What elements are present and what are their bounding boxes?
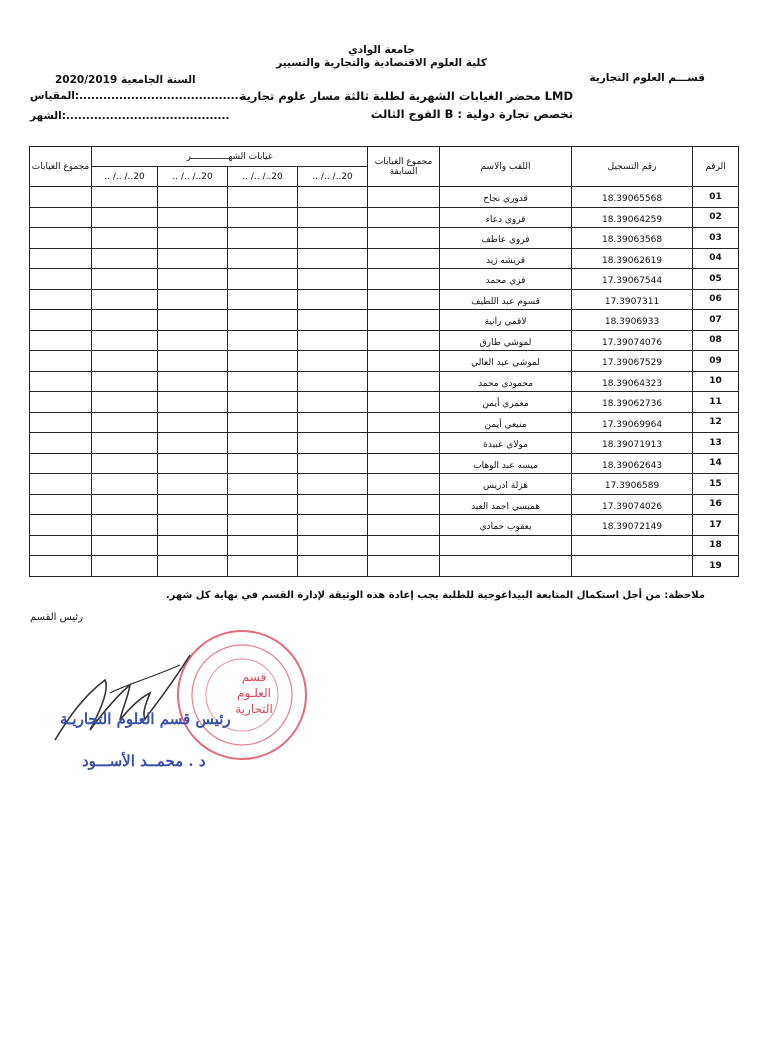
previous-total-cell xyxy=(368,351,440,372)
student-name-cell: يعقوب حمادي xyxy=(440,515,572,536)
date-placeholder: .. /.. /..20 xyxy=(228,167,298,187)
group-label: الفوج الثالث B : تخصص تجارة دولية xyxy=(370,107,573,121)
subject-field: المقياس:.......................................... xyxy=(30,90,247,102)
absence-cell xyxy=(158,515,228,536)
registration-cell: 17.39067544 xyxy=(572,269,693,290)
seal-text: العلـوم xyxy=(237,686,271,700)
total-cell xyxy=(30,453,92,474)
previous-total-cell xyxy=(368,228,440,249)
absence-cell xyxy=(298,248,368,269)
absence-cell xyxy=(228,433,298,454)
previous-total-cell xyxy=(368,515,440,536)
absence-cell xyxy=(298,494,368,515)
total-cell xyxy=(30,556,92,577)
date-placeholder: .. /.. /..20 xyxy=(158,167,228,187)
total-cell xyxy=(30,351,92,372)
absence-cell xyxy=(298,371,368,392)
table-row xyxy=(30,556,739,577)
absence-cell xyxy=(298,187,368,208)
month-field: الشهر:......................................... xyxy=(30,110,230,122)
table-row xyxy=(30,207,739,228)
student-name-cell: قروي دعاء xyxy=(440,207,572,228)
table-row xyxy=(30,515,739,536)
absence-cell xyxy=(298,556,368,577)
absence-cell xyxy=(228,269,298,290)
col-month-absences: غيابات الشهــــــــــــــر xyxy=(92,147,368,167)
absence-cell xyxy=(92,515,158,536)
previous-total-cell xyxy=(368,269,440,290)
absence-cell xyxy=(92,494,158,515)
row-number: 01 xyxy=(693,187,739,208)
absence-cell xyxy=(92,453,158,474)
student-name-cell: قزي محمد xyxy=(440,269,572,290)
previous-total-cell xyxy=(368,556,440,577)
absence-cell xyxy=(228,330,298,351)
absence-cell xyxy=(158,248,228,269)
registration-cell: 18.39064259 xyxy=(572,207,693,228)
absence-cell xyxy=(158,433,228,454)
registration-cell: 18.39064323 xyxy=(572,371,693,392)
absence-cell xyxy=(158,187,228,208)
previous-total-cell xyxy=(368,412,440,433)
student-name-cell: قسوم عبد اللطيف xyxy=(440,289,572,310)
registration-cell: 18.39065568 xyxy=(572,187,693,208)
total-cell xyxy=(30,433,92,454)
absence-cell xyxy=(298,433,368,454)
registration-cell: 17.39069964 xyxy=(572,412,693,433)
table-row xyxy=(30,392,739,413)
absence-cell xyxy=(92,371,158,392)
absence-cell xyxy=(158,474,228,495)
row-number: 06 xyxy=(693,289,739,310)
row-number: 18 xyxy=(693,535,739,556)
absence-cell xyxy=(92,207,158,228)
total-cell xyxy=(30,494,92,515)
table-row xyxy=(30,351,739,372)
row-number: 19 xyxy=(693,556,739,577)
total-cell xyxy=(30,310,92,331)
row-number: 08 xyxy=(693,330,739,351)
registration-cell: 17.3907311 xyxy=(572,289,693,310)
absence-cell xyxy=(298,207,368,228)
absence-cell xyxy=(158,535,228,556)
absence-cell xyxy=(228,535,298,556)
registration-cell: 17.39074076 xyxy=(572,330,693,351)
table-row xyxy=(30,310,739,331)
absence-cell xyxy=(92,248,158,269)
previous-total-cell xyxy=(368,330,440,351)
absence-cell xyxy=(158,310,228,331)
col-previous-total: مجموع الغيابات السابقة xyxy=(368,147,440,187)
registration-cell: 17.39074026 xyxy=(572,494,693,515)
absence-cell xyxy=(92,392,158,413)
col-name: اللقب والاسم xyxy=(440,147,572,187)
student-name-cell: محمودي محمد xyxy=(440,371,572,392)
absence-cell xyxy=(92,228,158,249)
previous-total-cell xyxy=(368,474,440,495)
total-cell xyxy=(30,187,92,208)
absence-cell xyxy=(298,351,368,372)
document-title: محضر الغيابات الشهرية لطلبة ثالثة مسار علوم تجارية LMD xyxy=(239,89,573,103)
attendance-table xyxy=(29,146,739,577)
row-number: 14 xyxy=(693,453,739,474)
table-row xyxy=(30,330,739,351)
absence-cell xyxy=(158,351,228,372)
row-number: 15 xyxy=(693,474,739,495)
absence-cell xyxy=(298,330,368,351)
absence-cell xyxy=(92,187,158,208)
head-of-department-label: رئيس القسم xyxy=(30,612,84,623)
absence-cell xyxy=(228,392,298,413)
registration-cell: 18.39062736 xyxy=(572,392,693,413)
absence-cell xyxy=(228,371,298,392)
table-row xyxy=(30,289,739,310)
previous-total-cell xyxy=(368,453,440,474)
date-placeholder: .. /.. /..20 xyxy=(92,167,158,187)
row-number: 02 xyxy=(693,207,739,228)
table-row xyxy=(30,535,739,556)
row-number: 09 xyxy=(693,351,739,372)
absence-cell xyxy=(228,351,298,372)
row-number: 16 xyxy=(693,494,739,515)
absence-cell xyxy=(228,228,298,249)
absence-cell xyxy=(92,433,158,454)
academic-year: السنة الجامعية 2020/2019 xyxy=(55,74,196,86)
registration-cell: 17.3906589 xyxy=(572,474,693,495)
table-row xyxy=(30,371,739,392)
table-row xyxy=(30,494,739,515)
student-name-cell: لموشي عبد العالي xyxy=(440,351,572,372)
total-cell xyxy=(30,392,92,413)
registration-cell: 18.39062643 xyxy=(572,453,693,474)
footer-note: ملاحظة: من أجل استكمال المتابعة البيداغوجية للطلبة يجب إعادة هذه الوثيقة لإدارة القسم في نهاية كل شهر. xyxy=(165,590,705,601)
seal-text: التجارية xyxy=(235,702,273,716)
signature xyxy=(50,635,200,745)
registration-cell: 18.39063568 xyxy=(572,228,693,249)
total-cell xyxy=(30,330,92,351)
absence-cell xyxy=(228,310,298,331)
table-row xyxy=(30,228,739,249)
total-cell xyxy=(30,371,92,392)
previous-total-cell xyxy=(368,289,440,310)
student-name-cell xyxy=(440,535,572,556)
absence-cell xyxy=(298,515,368,536)
row-number: 04 xyxy=(693,248,739,269)
student-name-cell: قدوري نجاح xyxy=(440,187,572,208)
faculty-name: كلية العلوم الاقتصادية والتجارية والتسيير xyxy=(276,57,487,69)
total-cell xyxy=(30,289,92,310)
table-row xyxy=(30,453,739,474)
absence-cell xyxy=(228,474,298,495)
absence-cell xyxy=(298,310,368,331)
total-cell xyxy=(30,228,92,249)
absence-cell xyxy=(298,474,368,495)
absence-cell xyxy=(298,228,368,249)
absence-cell xyxy=(228,556,298,577)
previous-total-cell xyxy=(368,392,440,413)
absence-cell xyxy=(228,289,298,310)
absence-cell xyxy=(158,207,228,228)
total-cell xyxy=(30,207,92,228)
absence-cell xyxy=(92,556,158,577)
row-number: 07 xyxy=(693,310,739,331)
absence-cell xyxy=(92,351,158,372)
absence-cell xyxy=(298,453,368,474)
registration-cell: 18.39072149 xyxy=(572,515,693,536)
absence-cell xyxy=(92,330,158,351)
table-row xyxy=(30,433,739,454)
absence-cell xyxy=(92,474,158,495)
registration-cell: 18.39062619 xyxy=(572,248,693,269)
absence-cell xyxy=(92,412,158,433)
absence-cell xyxy=(92,310,158,331)
previous-total-cell xyxy=(368,535,440,556)
absence-cell xyxy=(158,371,228,392)
previous-total-cell xyxy=(368,433,440,454)
department-name: قســـم العلوم التجارية xyxy=(589,72,705,84)
total-cell xyxy=(30,412,92,433)
previous-total-cell xyxy=(368,248,440,269)
absence-cell xyxy=(158,330,228,351)
row-number: 10 xyxy=(693,371,739,392)
registration-cell xyxy=(572,556,693,577)
seal-text: قسم xyxy=(241,670,267,684)
absence-cell xyxy=(228,412,298,433)
total-cell xyxy=(30,515,92,536)
table-row xyxy=(30,248,739,269)
col-total: مجموع الغيابات xyxy=(30,147,92,187)
absence-cell xyxy=(228,207,298,228)
absence-cell xyxy=(298,412,368,433)
student-name-cell: لموشي طارق xyxy=(440,330,572,351)
university-name: جامعة الوادي xyxy=(348,44,415,56)
absence-cell xyxy=(158,392,228,413)
absence-cell xyxy=(228,515,298,536)
registration-cell: 18.3906933 xyxy=(572,310,693,331)
student-name-cell: قروي عاطف xyxy=(440,228,572,249)
absence-cell xyxy=(228,187,298,208)
absence-cell xyxy=(228,248,298,269)
absence-cell xyxy=(158,494,228,515)
absence-cell xyxy=(92,289,158,310)
registration-cell: 17.39067529 xyxy=(572,351,693,372)
total-cell xyxy=(30,269,92,290)
date-placeholder: .. /.. /..20 xyxy=(298,167,368,187)
absence-cell xyxy=(158,556,228,577)
row-number: 05 xyxy=(693,269,739,290)
registration-cell xyxy=(572,535,693,556)
student-name-cell: مولاي عبيدة xyxy=(440,433,572,454)
previous-total-cell xyxy=(368,494,440,515)
absence-cell xyxy=(298,289,368,310)
absence-cell xyxy=(158,269,228,290)
absence-cell xyxy=(228,453,298,474)
row-number: 13 xyxy=(693,433,739,454)
col-registration: رقم التسجيل xyxy=(572,147,693,187)
absence-cell xyxy=(158,228,228,249)
student-name-cell: معمري أيمن xyxy=(440,392,572,413)
student-name-cell: لاقمي رانية xyxy=(440,310,572,331)
absence-cell xyxy=(298,535,368,556)
absence-cell xyxy=(92,535,158,556)
absence-cell xyxy=(158,412,228,433)
student-name-cell: هميسي احمد العيد xyxy=(440,494,572,515)
student-name-cell: منيعي أيمن xyxy=(440,412,572,433)
student-name-cell: ميسه عبد الوهاب xyxy=(440,453,572,474)
previous-total-cell xyxy=(368,371,440,392)
absence-cell xyxy=(298,269,368,290)
total-cell xyxy=(30,535,92,556)
total-cell xyxy=(30,248,92,269)
absence-cell xyxy=(298,392,368,413)
previous-total-cell xyxy=(368,310,440,331)
total-cell xyxy=(30,474,92,495)
row-number: 12 xyxy=(693,412,739,433)
absence-cell xyxy=(228,494,298,515)
table-row xyxy=(30,269,739,290)
student-name-cell: قريشه زيد xyxy=(440,248,572,269)
table-row xyxy=(30,474,739,495)
absence-cell xyxy=(158,289,228,310)
registration-cell: 18.39071913 xyxy=(572,433,693,454)
row-number: 03 xyxy=(693,228,739,249)
table-row xyxy=(30,412,739,433)
row-number: 11 xyxy=(693,392,739,413)
stamp-name: د . محمــد الأســـود xyxy=(82,752,206,770)
student-name-cell xyxy=(440,556,572,577)
table-row xyxy=(30,187,739,208)
student-name-cell: هزلة ادريس xyxy=(440,474,572,495)
row-number: 17 xyxy=(693,515,739,536)
col-number: الرقم xyxy=(693,147,739,187)
previous-total-cell xyxy=(368,207,440,228)
absence-cell xyxy=(158,453,228,474)
absence-cell xyxy=(92,269,158,290)
previous-total-cell xyxy=(368,187,440,208)
stamp-department: رئيس قسم العلوم التجاريـة xyxy=(60,710,231,728)
